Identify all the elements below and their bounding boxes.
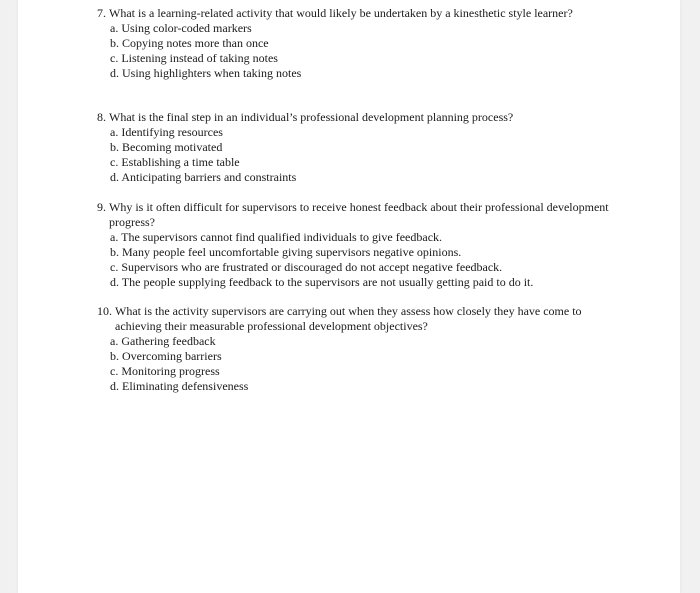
answer-option: b. Becoming motivated bbox=[110, 140, 223, 154]
answer-option: c. Listening instead of taking notes bbox=[110, 51, 278, 65]
answer-options bbox=[97, 230, 617, 290]
question-stem bbox=[97, 304, 617, 334]
answer-option: d. Anticipating barriers and constraints bbox=[110, 170, 297, 184]
question-text: What is the activity supervisors are carrying out when they assess how closely they have come to achieving their measurable professional development objectives? bbox=[115, 304, 582, 333]
document-page bbox=[18, 0, 680, 593]
answer-option: b. Overcoming barriers bbox=[110, 349, 222, 363]
answer-option: a. Using color-coded markers bbox=[110, 21, 252, 35]
answer-option: a. The supervisors cannot find qualified individuals to give feedback. bbox=[110, 230, 443, 244]
answer-option: c. Supervisors who are frustrated or discouraged do not accept negative feedback. bbox=[110, 260, 503, 274]
question-stem bbox=[97, 200, 617, 230]
answer-option: c. Monitoring progress bbox=[110, 364, 220, 378]
answer-options bbox=[97, 334, 617, 394]
question-stem bbox=[97, 110, 617, 125]
answer-option: d. The people supplying feedback to the supervisors are not usually getting paid to do it. bbox=[110, 275, 534, 289]
question-text: What is the final step in an individual’s professional development planning process? bbox=[109, 110, 514, 124]
answer-options bbox=[97, 21, 617, 81]
question-text: Why is it often difficult for supervisors to receive honest feedback about their professional development progress? bbox=[109, 200, 609, 229]
answer-option: b. Many people feel uncomfortable giving supervisors negative opinions. bbox=[110, 245, 462, 259]
answer-option: c. Establishing a time table bbox=[110, 155, 240, 169]
question-stem bbox=[97, 6, 617, 21]
answer-option: a. Gathering feedback bbox=[110, 334, 216, 348]
question-number: 9. bbox=[97, 200, 109, 214]
answer-option: d. Using highlighters when taking notes bbox=[110, 66, 302, 80]
question-9 bbox=[97, 200, 617, 290]
question-8 bbox=[97, 110, 617, 185]
answer-options bbox=[97, 125, 617, 185]
question-number: 10. bbox=[97, 304, 115, 318]
answer-option: a. Identifying resources bbox=[110, 125, 223, 139]
answer-option: b. Copying notes more than once bbox=[110, 36, 269, 50]
answer-option: d. Eliminating defensiveness bbox=[110, 379, 249, 393]
question-text: What is a learning-related activity that would likely be undertaken by a kinesthetic style learner? bbox=[109, 6, 573, 20]
question-number: 7. bbox=[97, 6, 109, 20]
question-10 bbox=[97, 304, 617, 394]
question-number: 8. bbox=[97, 110, 109, 124]
question-7 bbox=[97, 6, 617, 81]
